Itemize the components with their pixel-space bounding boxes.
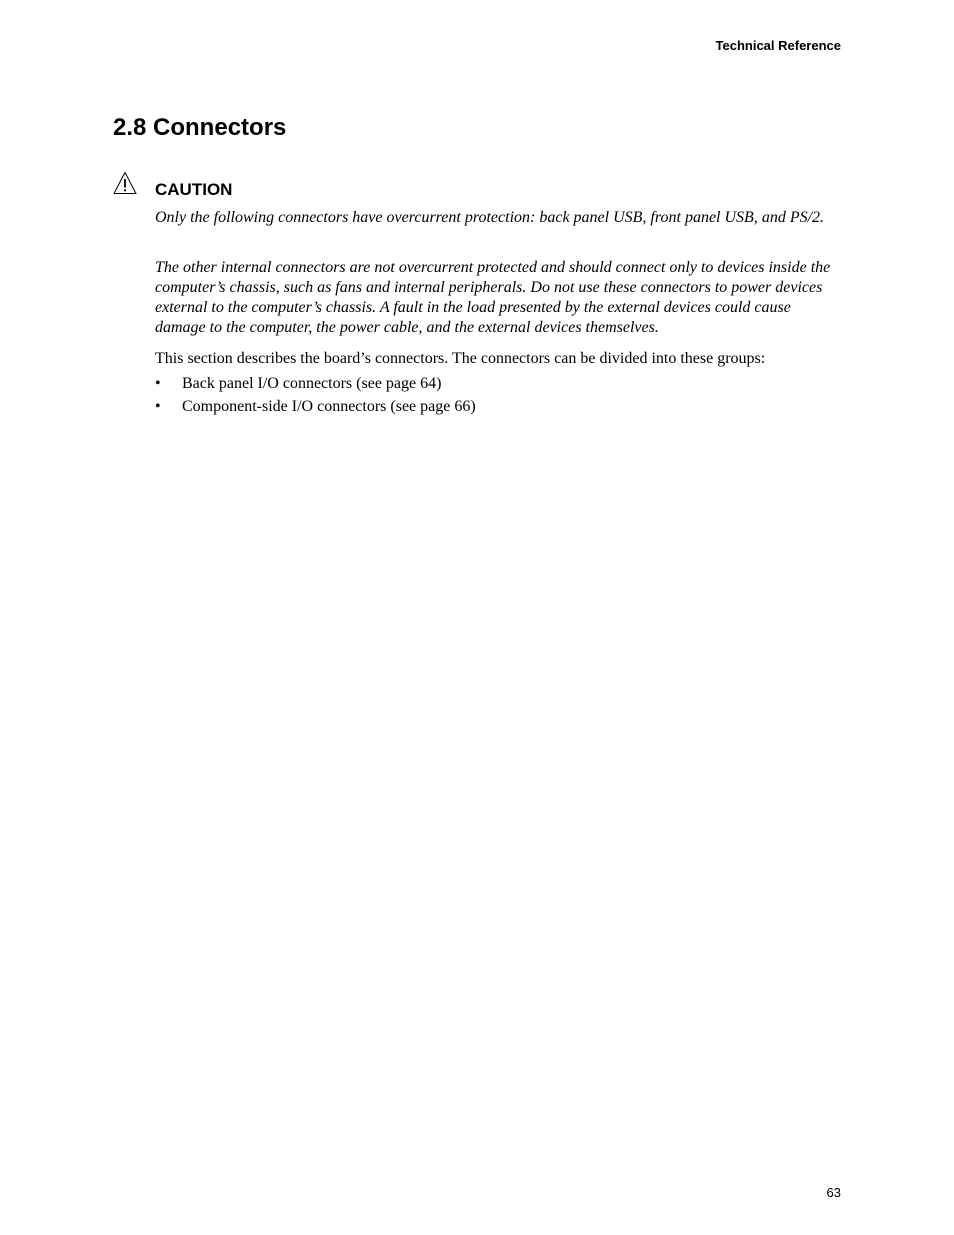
- list-item: [155, 397, 476, 420]
- caution-paragraph: Only the following connectors have overcurrent protection: back panel USB, front panel USB, and PS/2.: [155, 209, 825, 226]
- list-item: [155, 374, 476, 397]
- caution-paragraph: The other internal connectors are not overcurrent protected and should connect only to devices inside the computer’s chassis, such as fans and internal peripherals. Do not use these connectors to power devices external to the computer’s chassis. A fault in the load presented by the external devices could cause damage to the computer, the power cable, and the external devices themselves.: [155, 259, 831, 336]
- warning-triangle-icon: [113, 171, 137, 195]
- page-number: 63: [826, 1185, 841, 1200]
- bullet-icon: •: [155, 375, 161, 392]
- connector-group-list: [155, 374, 476, 420]
- bullet-icon: •: [155, 398, 161, 415]
- running-header: Technical Reference: [715, 38, 841, 53]
- list-item-text: Back panel I/O connectors (see page 64): [182, 375, 442, 392]
- intro-paragraph: This section describes the board’s connectors. The connectors can be divided into these groups:: [155, 350, 766, 367]
- caution-heading: CAUTION: [155, 180, 233, 199]
- section-title: 2.8 Connectors: [113, 114, 287, 141]
- list-item-text: Component-side I/O connectors (see page 66): [182, 398, 476, 415]
